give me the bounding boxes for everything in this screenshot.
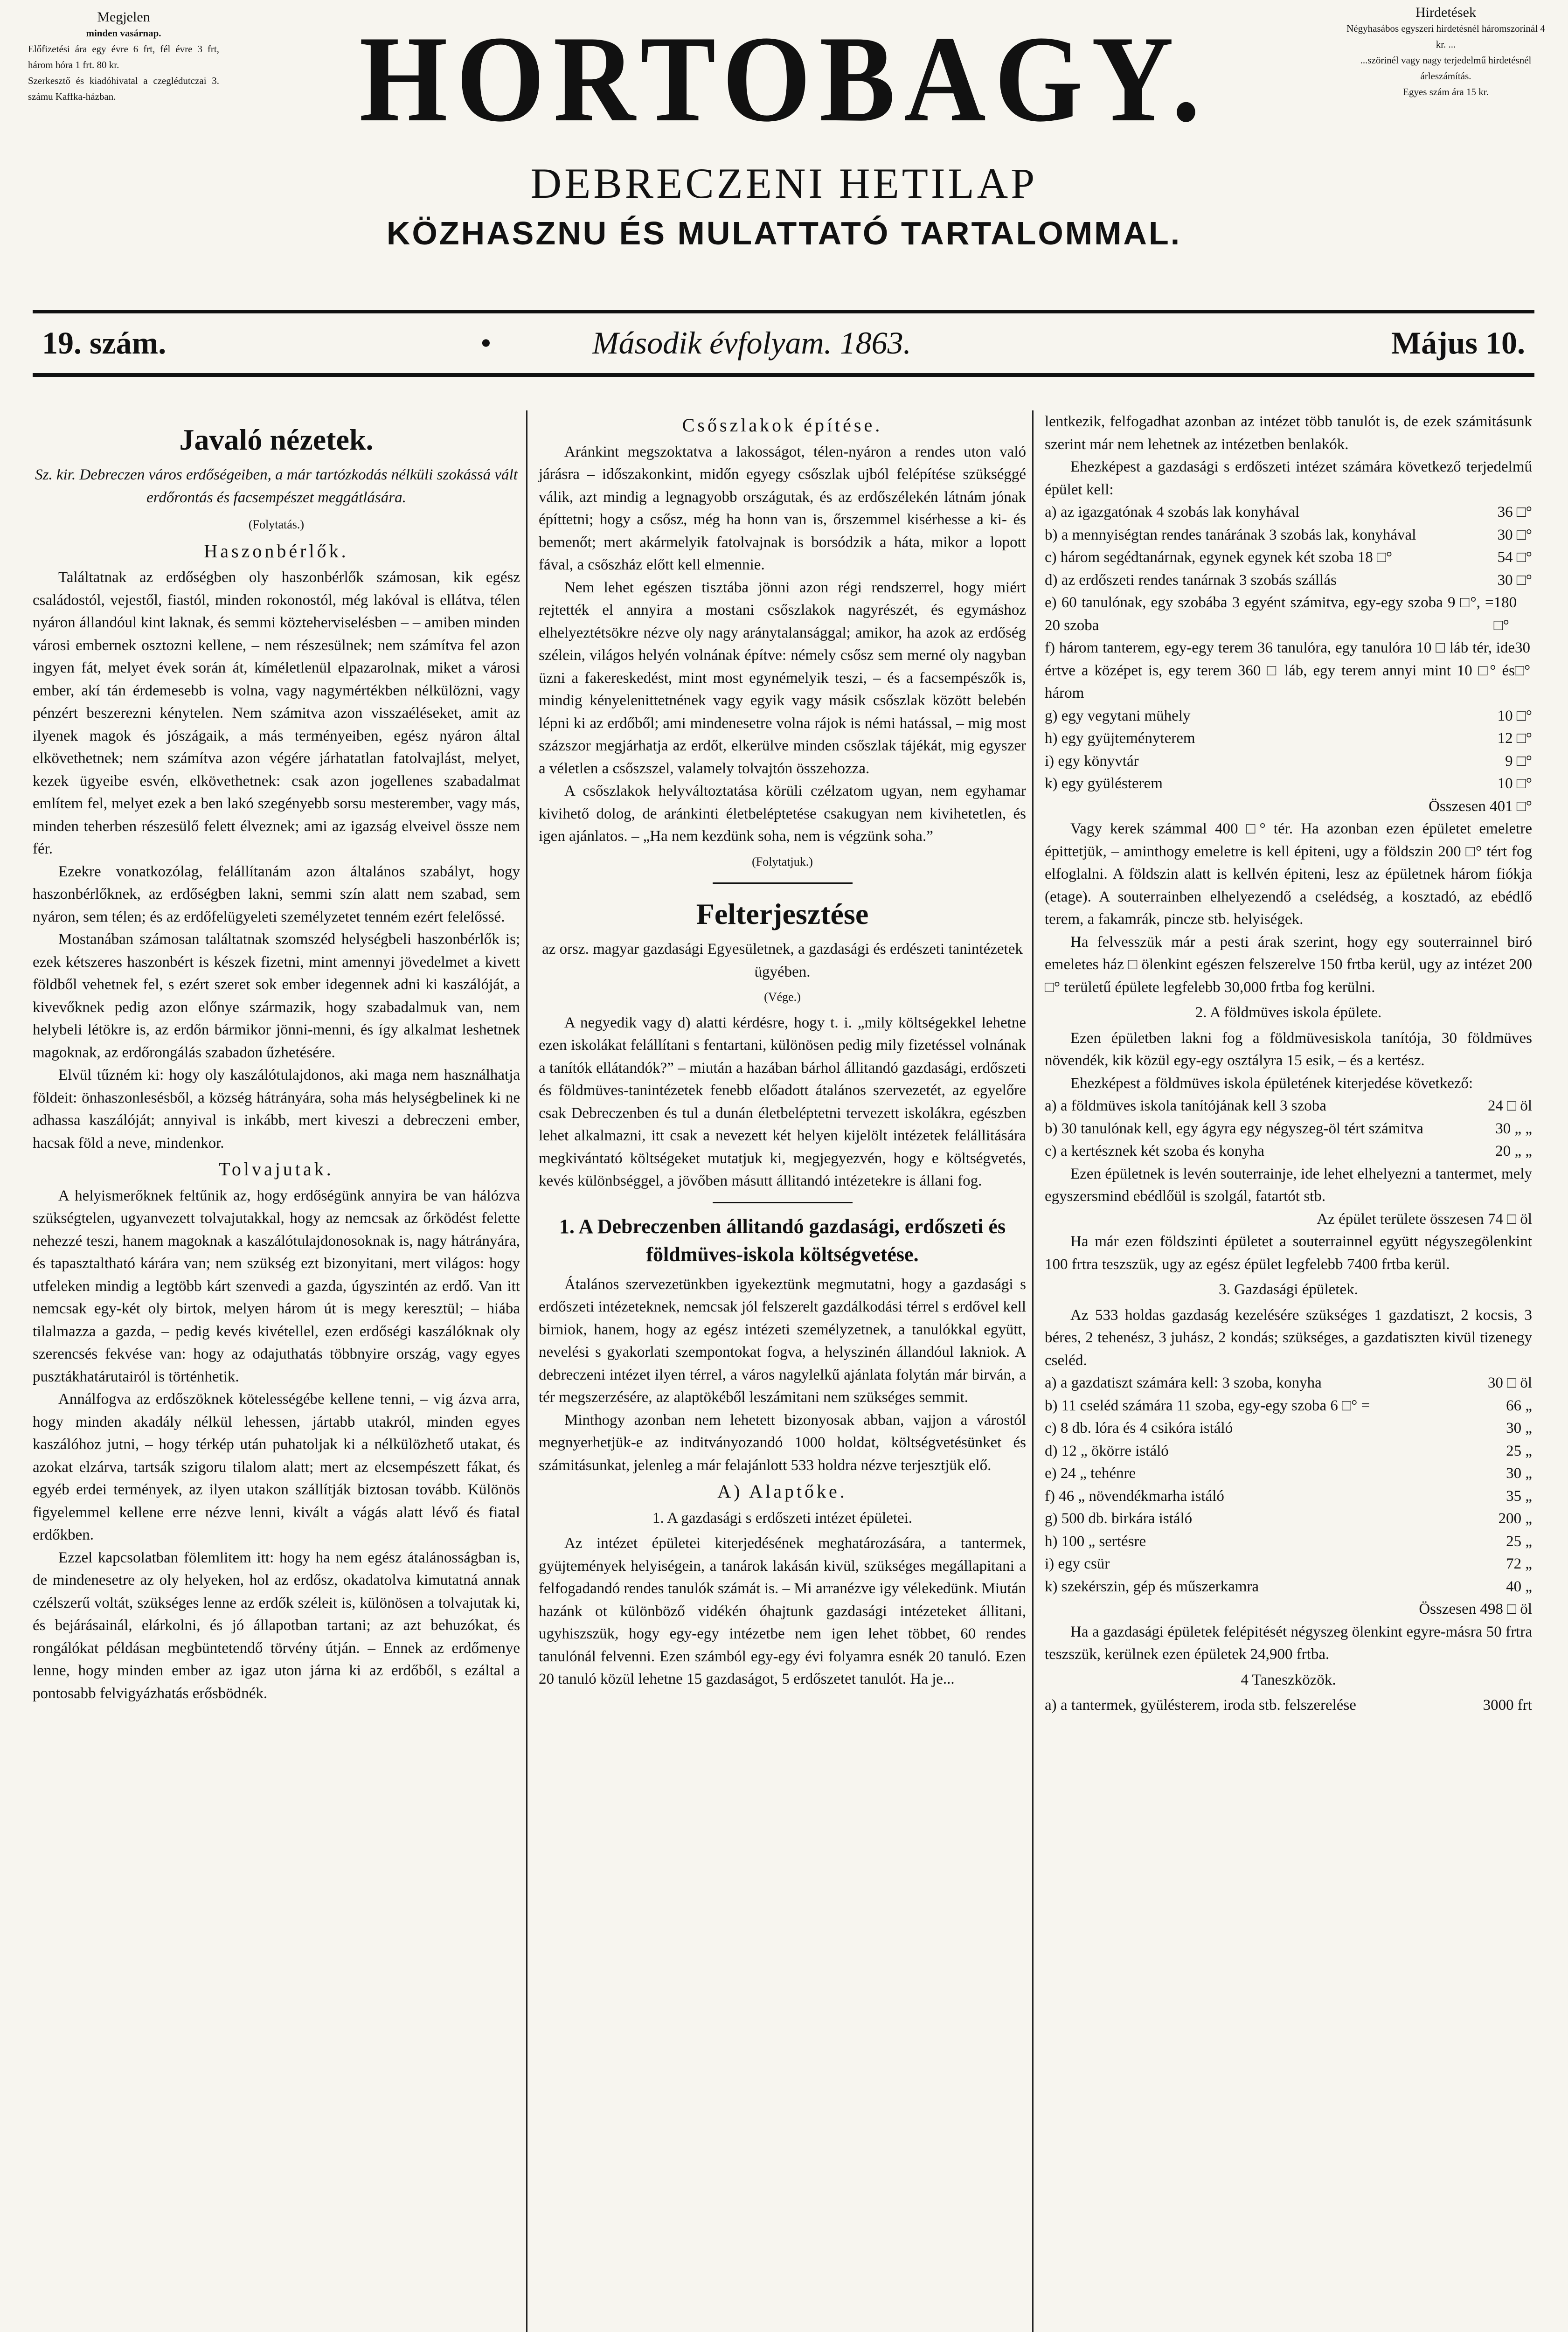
section-heading: 1. A Debreczenben állitandó gazdasági, erdőszeti és földmüves-iskola költségvetése. [559, 1215, 1006, 1266]
row-value: 20 „ „ [1495, 1143, 1532, 1159]
row-value: 200 „ [1498, 1510, 1532, 1527]
paragraph: A helyismerőknek feltűnik az, hogy erdőségünk annyira be van hálózva szükségtelen, ugyanvezett tolvajutakkal, hogy az nemcsak az őrködést felette nehezzé teszi, hanem magoknak a kaszálótulajdonosoknak is, nagy hátrányára, és tapasztaltható kárára van; nem szükség ezt bizonyitani, mert világos: hogy utfeleken mindig a legtöbb kárt szenvedi a gazda, úgyszintén az erdő. Van itt nemcsak egy-két oly birtok, melyen három út is megy keresztül; – hiába tilalmazza a gazda, – pedig kevés kivétellel, ezen erdőségi kaszálóknak oly szerencsés fekvése van: hogy az odajuthatás többnyire ország, vagy egyes pusztákhatárutairól is történhetik. [33, 1187, 520, 1385]
row-value: 3000 frt [1483, 1697, 1532, 1714]
row-value: 12 □° [1497, 730, 1532, 747]
paragraph: Találtatnak az erdőségben oly haszonbérlők számosan, kik egész családostól, vejestől, fiastól, minden rokonostól, még lakóval is ellátva, télen nyáron állandóul kint laknak, és semmi közteherviselésben – – amiben minden városi embernek osztozni kellene, – nem részesülnek; nem számítva fel azon ingyen fát, melyet évek során át, kíméletlenül elpazarolnak, miket a városi ember, akí tán érdemesebb is volna, vagy nagymértékben nélkülözni, vagy pénzért beszerezni kénytelen. Nem számitva azon visszaéléseket, amit az ilyenek magok és jószágaik, a más terményeiben, egész nyáron által elkövethetnek; nem számítva azon végére járhatatlan fatolvajlást, melyet, kezek ügyeibe esvén, elkövethetnek: csak azon jogellenes szabadalmat említem fel, melyet ezek a ben lakó szegényebb sorsu mesterember, vagy más, minden teherben részesülő felett élveznek; ami az igazság elveivel össze nem fér. [33, 569, 520, 857]
article-subheading: Sz. kir. Debreczen város erdőségeiben, a már tartózkodás nélküli szokássá vált erdőrontás és facsempészet meggátlására. [35, 466, 518, 506]
issue-number: 19. szám. [42, 325, 167, 361]
section-heading: Tolvajutak. [219, 1159, 334, 1180]
paragraph: Annálfogva az erdőszöknek kötelességébe kellene tenni, – vig ázva arra, hogy minden akadály nélkül lehessen, jártabb utakról, minden egyes kaszálóhoz jutni, – hogy térkép után puhatoljak ki a nélkülözhető utakat, és azokat elzárva, tartsák szigoru tilalom alatt; mert az elcsempészett fákat, és egyéb erdei termények, az ilyen utakon szállítják biztosan tovább. Különös figyelemmel kellene erre nézve lenni, kivált a vágás alatt lévő és fiatal erdőkben. [33, 1391, 520, 1543]
ads-line: Négyhasábos egyszeri hirdetésnél háromszorinál 4 kr. ... [1346, 23, 1545, 50]
column-2 [539, 410, 1026, 1691]
table-row [1045, 1530, 1532, 1553]
row-text: i) egy csür [1045, 1555, 1110, 1572]
paragraph: Ehezképest a földmüves iskola épületének kiterjedése következő: [1070, 1075, 1473, 1092]
table-row [1045, 1440, 1532, 1463]
volume-year: Második évfolyam. 1863. [592, 325, 911, 361]
paragraph: Ha felvesszük már a pesti árak szerint, hogy egy souterrainnel biró emeletes ház □ ölenkint egészen felszerelve 150 frtba kerül, ugy az intézet 200 □° területű épülete legfelebb 30,000 frtba fog kerülni. [1045, 933, 1532, 996]
row-value: 40 „ [1506, 1578, 1532, 1595]
paragraph: Ezekre vonatkozólag, felállítanám azon általános szabályt, hogy haszonbérlőknek, az erdőségben lakni, semmi szín alatt nem szabad, sem nyáron, sem télen; és az erdőfelügyeleti személyzetet tenném ezért felelőssé. [33, 863, 520, 925]
total-row: Összesen 401 □° [1429, 798, 1532, 815]
column-3 [1045, 410, 1532, 1717]
continued-note: (Folytatás.) [248, 518, 305, 531]
row-text: a) a gazdatiszt számára kell: 3 szoba, konyha [1045, 1374, 1322, 1391]
table-row [1045, 727, 1532, 750]
paragraph: Ezen épületnek is levén souterrainje, ide lehet elhelyezni a tantermet, mely egyszersmind ebédlőül is szolgál, fatartót stb. [1045, 1165, 1532, 1205]
row-value: 30 „ „ [1495, 1120, 1532, 1137]
newspaper-subtitle: DEBRECZENI HETILAP [530, 160, 1038, 207]
table-row [1045, 1095, 1532, 1117]
row-text: f) 46 „ növendékmarha istáló [1045, 1487, 1224, 1505]
continued-note: (Folytatjuk.) [752, 854, 813, 868]
row-value: 35 „ [1506, 1487, 1532, 1505]
paragraph: Ehezképest a gazdasági s erdőszeti intézet számára következő terjedelmű épület kell: [1045, 458, 1532, 498]
row-text: a) a tantermek, gyülésterem, iroda stb. felszerelése [1045, 1697, 1356, 1714]
row-text: g) egy vegytani mühely [1045, 707, 1191, 724]
row-text: d) az erdőszeti rendes tanárnak 3 szobás szállás [1045, 571, 1337, 589]
row-text: e) 24 „ tehénre [1045, 1465, 1136, 1482]
table-row [1045, 1417, 1532, 1440]
article-heading: Felterjesztése [696, 897, 869, 930]
total-row: Összesen 498 □ öl [1419, 1601, 1532, 1617]
issue-date: Május 10. [1391, 325, 1525, 361]
row-text: e) 60 tanulónak, egy szobába 3 egyént számitva, egy-egy szoba 9 □°, = 20 szoba [1045, 594, 1494, 634]
paragraph: Aránkint megszoktatva a lakosságot, télen-nyáron a rendes uton való járásra – időszakonkint, midőn egyegy csőszlak ujból felépítése szükséggé válik, azt mindig a legnagyobb országutak, és az erdőszélekén látnám jónak építtetni; hogy a csősz, még ha honn van is, őrszemmel kisérhesse a ki- és bemenőt; mert akármelyik fatolvajnak is borsódzik a háta, mikor a lopott fával, a csőszház előtt kell elmennie. [539, 443, 1026, 573]
table-row [1045, 591, 1532, 637]
paragraph: Vagy kerek számmal 400 □° tér. Ha azonban ezen épületet emeletre épittetjük, – aminthogy emeletre is kell épiteni, ugy a földszin 200 □° tért fog elfoglalni. A földszin alatt is kellvén épiteni, lesz az épületnek három fiókja (etage). A souterrainben elhelyezendő a cselédség, a kosztadó, az ebédlő terem, a fakamrák, pincze stb. helyiségek. [1045, 820, 1532, 928]
subscription-line: Előfizetési ára egy évre 6 frt, fél évre 3 frt, három hóra 1 frt. 80 kr. [28, 43, 219, 70]
paragraph: Ezen épületben lakni fog a földmüvesiskola tanítója, 30 földmüves növendék, kik közül egy-egy osztályra 15 esik, – és a kertész. [1045, 1029, 1532, 1069]
separator-rule [713, 882, 853, 884]
newspaper-title: HORTOBAGY. [359, 11, 1209, 147]
article-subheading: az orsz. magyar gazdasági Egyesületnek, a gazdasági és erdészeti tanintézetek ügyében. [542, 941, 1023, 980]
editor-line: Szerkesztő és kiadóhivatal a czeglédutczai 3. számu Kaffka-házban. [28, 75, 219, 102]
ads-heading: Hirdetések [1415, 5, 1476, 20]
newspaper-tagline: KÖZHASZNU ÉS MULATTATÓ TARTALOMMAL. [386, 215, 1182, 251]
row-value: 66 „ [1506, 1397, 1532, 1414]
section-heading: 2. A földmüves iskola épülete. [1195, 1004, 1382, 1021]
paragraph: Elvül tűzném ki: hogy oly kaszálótulajdonos, aki maga nem használhatja földeit: önhaszonlesésből, a község hátrányára, soha más helységbelinek ki ne adhassa kaszálóját; annyival is inkább, mert kiveszi a debreczeni ember, hacsak föld a neve, mindenkor. [33, 1067, 520, 1152]
row-text: d) 12 „ ökörre istáló [1045, 1442, 1169, 1459]
row-text: k) egy gyülésterem [1045, 775, 1163, 792]
paragraph: Nem lehet egészen tisztába jönni azon régi rendszerrel, hogy miért rejtették el annyira a mostani csőszlakok nagyrészét, és egymáshoz elhelyeztétsökre nézve oly nagy aránytalansággal; amikor, ha azok az erdőség szélein, világos helyén volnának építve: némely csősz sem merné oly nagyban üzni a fakereskedést, mint most egynémelyik teszi, – és a facsempészők is, mindig kényelenittetnének vagy egyik vagy másik csőszlak között belebén lépni ki az erdőből; ami mindenesetre volna rájok is némi hatással, – mig most százszor megjárhatja az erdőt, elkerülve minden csőszlak tájékát, mig egyszer a véletlen a csőszszel, valamely tolvajtón összehozza. [539, 579, 1026, 777]
subsection-heading: 1. A gazdasági s erdőszeti intézet épületei. [652, 1509, 913, 1527]
row-value: 180 □° [1493, 594, 1517, 634]
section-heading: 3. Gazdasági épületek. [1219, 1281, 1358, 1298]
row-value: 9 □° [1505, 752, 1532, 770]
paragraph: Mostanában számosan találtatnak szomszéd helységbeli haszonbérlők is; ezek kétszeres haszonbért is készek fizetni, mint amennyi jövedelmet a kivett földből vehetnek fel, s ezért szeret sok ember idegennek adni ki kaszálóját, a kivevőknek pedig azon előnye származik, hogy szabadalmuk van, nem helybeli létökre is, az erdőn bármikor jönni-menni, és így alkalmat leshetnek magoknak, az erdőrongálás szabadon űzhetésére. [33, 931, 520, 1061]
paragraph: lentkezik, felfogadhat azonban az intézet több tanulót is, de ezek számitásunk szerint már nem lehetnek az intézetben benlakók. [1045, 413, 1532, 453]
row-value: 36 □° [1497, 504, 1532, 521]
row-value: 54 □° [1497, 549, 1532, 566]
row-value: 72 „ [1506, 1555, 1532, 1572]
table-row [1045, 524, 1532, 547]
publication-heading: Megjelen [97, 9, 150, 25]
column-divider [1032, 410, 1034, 2332]
row-value: 10 □° [1497, 775, 1532, 792]
dateline [33, 322, 1534, 364]
row-text: b) 30 tanulónak kell, egy ágyra egy négyszeg-öl tért számitva [1045, 1120, 1423, 1137]
paragraph: Az intézet épületei kiterjedésének meghatározására, a tantermek, gyüjtemények helyiségein, a tanárok lakásán kivül, szükséges megállapitani a felfogadandó rendes tanulók számát is. – Mi arranézve igy vélekedünk. Miután hazánk ot különböző vidékén óhajtunk gazdasági intézeteket állitani, ugyhiszszük, hogy egy-egy intézetbe nem igen lehet többet, 60 rendes tanulónál felvenni. Ezen számból egy-egy évi folyamra esnék 20 tanuló. Ezen 20 tanuló közül lehetne 15 gazdaságot, 5 erdőszetet tanulót. Ha je... [539, 1535, 1026, 1687]
masthead-right [1343, 5, 1548, 100]
row-text: a) az igazgatónak 4 szobás lak konyhával [1045, 504, 1300, 521]
table-row [1045, 1140, 1532, 1163]
bullet-icon: • [480, 325, 492, 361]
table-row [1045, 705, 1532, 728]
row-value: 30 □° [1515, 639, 1531, 679]
table-row [1045, 1507, 1532, 1530]
bottom-rule [33, 373, 1534, 377]
table-row [1045, 569, 1532, 592]
row-value: 30 „ [1506, 1465, 1532, 1482]
table-row [1045, 546, 1532, 569]
table-row [1045, 1117, 1532, 1140]
row-value: 30 □° [1497, 526, 1532, 543]
row-value: 25 „ [1506, 1442, 1532, 1459]
row-text: f) három tanterem, egy-egy terem 36 tanulóra, egy tanulóra 10 □ láb tér, ide értve a középet is, egy terem 360 □ láb, egy terem annyi mint 10 □° és három [1045, 639, 1515, 701]
row-text: c) 8 db. lóra és 4 csikóra istáló [1045, 1420, 1233, 1437]
row-value: 30 □ öl [1487, 1374, 1532, 1391]
table-row [1045, 1395, 1532, 1417]
section-heading: A) Alaptőke. [717, 1481, 847, 1502]
paragraph: Minthogy azonban nem lehetett bizonyosak abban, vajjon a várostól megnyerhetjük-e az inditványozandó 1000 holdat, költségvetésünket és számitásunkat, jelenleg a már felajánlott 533 holdra nézve terjesztjük elő. [539, 1411, 1026, 1474]
row-value: 24 □ öl [1487, 1097, 1532, 1114]
row-text: k) szekérszin, gép és műszerkamra [1045, 1578, 1259, 1595]
table-row [1045, 772, 1532, 795]
row-value: 30 „ [1506, 1420, 1532, 1437]
table-row [1045, 1372, 1532, 1395]
table-row [1045, 637, 1532, 705]
row-text: h) 100 „ sertésre [1045, 1533, 1146, 1550]
row-text: h) egy gyüjteményterem [1045, 730, 1195, 747]
column-1 [33, 410, 520, 1705]
paragraph: A negyedik vagy d) alatti kérdésre, hogy t. i. „mily költségekkel lehetne ezen iskolákat felállítani s fentartani, különösen pedig mily fizetéssel volnának a tanítók ellátandók?” – miután a hazában bárhol állitandó gazdasági, erdőszeti és földmüves-tanintézetek fenebb előadott átalános szervezetét, az egyelőre csak Debreczenben és tul a dunán életbeléptetni tervezett iskolákra, egészben lehet alkalmazni, itt csak a nevezett két helyen kijelölt intézetek felállitására megkivántató költségeket mutatjuk ki, megjegyezvén, hogy e költségvetés, kevés különbséggel, a jövőben másutt állitandó intézetekre is állani fog. [539, 1014, 1026, 1189]
table-row [1045, 1462, 1532, 1485]
table-row [1045, 1694, 1532, 1717]
row-text: b) a mennyiségtan rendes tanárának 3 szobás lak, konyhával [1045, 526, 1416, 543]
separator-rule [713, 1202, 853, 1203]
paragraph: A csőszlakok helyváltoztatása körüli czélzatom ugyan, nem egyhamar kivihető dolog, de aránkinti életbeléptetése csakugyan nem kivihetetlen, és igen ajánlatos. – „Ha nem kezdünk soha, nem is végzünk soha.” [539, 783, 1026, 845]
paragraph: Ha már ezen földszinti épületet a souterrainnel együtt négyszegölenkint 100 frtra teszszük, ugy az egész épület legfelebb 7400 frtba kerül. [1045, 1233, 1532, 1273]
paragraph: Ezzel kapcsolatban fölemlitem itt: hogy ha nem egész átalánosságban is, de mindenesetre az oly helyeken, hol az erdősz, okadatolva kimutatná annak czélszerű voltát, szükséges lenne az erdők széleit is, különösen a tolvajutak ki, és bejárásainál, elárkolni, és jó állapotban tartani; az azt behuzókat, és rongálókat példásan megbüntetendő törvény útján. – Ennek az erdőmenye lenne, hogy minden ember az igaz uton járna ki az erdőből, s ezáltal a pontosabb felvigyázhatás erősbödnék. [33, 1549, 520, 1702]
column-divider [526, 410, 527, 2332]
table-row [1045, 501, 1532, 524]
paragraph: Az 533 holdas gazdaság kezelésére szükséges 1 gazdatiszt, 2 kocsis, 3 béres, 2 tehenész, 3 juhász, 2 kondás; szükséges, a gazdatiszten kivül tizenegy cseléd. [1045, 1306, 1532, 1369]
price-line: Egyes szám ára 15 kr. [1403, 86, 1489, 97]
table-row [1045, 1575, 1532, 1598]
row-value: 25 „ [1506, 1533, 1532, 1550]
section-heading: Haszonbérlők. [204, 540, 349, 562]
table-row [1045, 1553, 1532, 1575]
row-text: b) 11 cseléd számára 11 szoba, egy-egy szoba 6 □° = [1045, 1397, 1370, 1414]
top-rule [33, 310, 1534, 313]
section-heading: 4 Taneszközök. [1241, 1671, 1336, 1688]
row-text: c) három segédtanárnak, egynek egynek két szoba 18 □° [1045, 549, 1393, 566]
row-text: c) a kertésznek két szoba és konyha [1045, 1143, 1264, 1159]
table-row [1045, 750, 1532, 773]
paragraph: Átalános szervezetünkben igyekeztünk megmutatni, hogy a gazdasági s erdőszeti intézeteknek, nemcsak jól felszerelt gazdálkodási térrel s erdővel kell birniok, hanem, hogy az egész intézeti személyzetnek, a tanulókkal együtt, nevelési s gyakorlati szempontokat fogva, a helyszinén állandóul lakniok. A debreczeni intézet ilyen térrel, a város nagylelkű ajánlata folytán már birván, a tér megszerzésére, az alaptökéből leszámitani nem szükséges semmit. [539, 1276, 1026, 1406]
row-text: a) a földmüves iskola tanítójának kell 3 szoba [1045, 1097, 1326, 1114]
article-heading: Javaló nézetek. [179, 423, 374, 456]
publication-line: minden vasárnap. [86, 28, 161, 39]
table-row [1045, 1485, 1532, 1508]
row-text: i) egy könyvtár [1045, 752, 1139, 770]
paragraph: Ha a gazdasági épületek felépitését négyszeg ölenkint egyre-másra 50 frtra teszszük, kerülnek ezen épületek 24,900 frtba. [1045, 1623, 1532, 1663]
ads-line: ...szörinél vagy nagy terjedelmű hirdetésnél árleszámítás. [1360, 55, 1532, 82]
row-value: 30 □° [1497, 571, 1532, 589]
section-heading: Csőszlakok építése. [682, 415, 883, 436]
row-value: 10 □° [1497, 707, 1532, 724]
end-note: (Vége.) [764, 990, 801, 1004]
row-text: g) 500 db. birkára istáló [1045, 1510, 1193, 1527]
total-row: Az épület területe összesen 74 □ öl [1317, 1210, 1532, 1228]
